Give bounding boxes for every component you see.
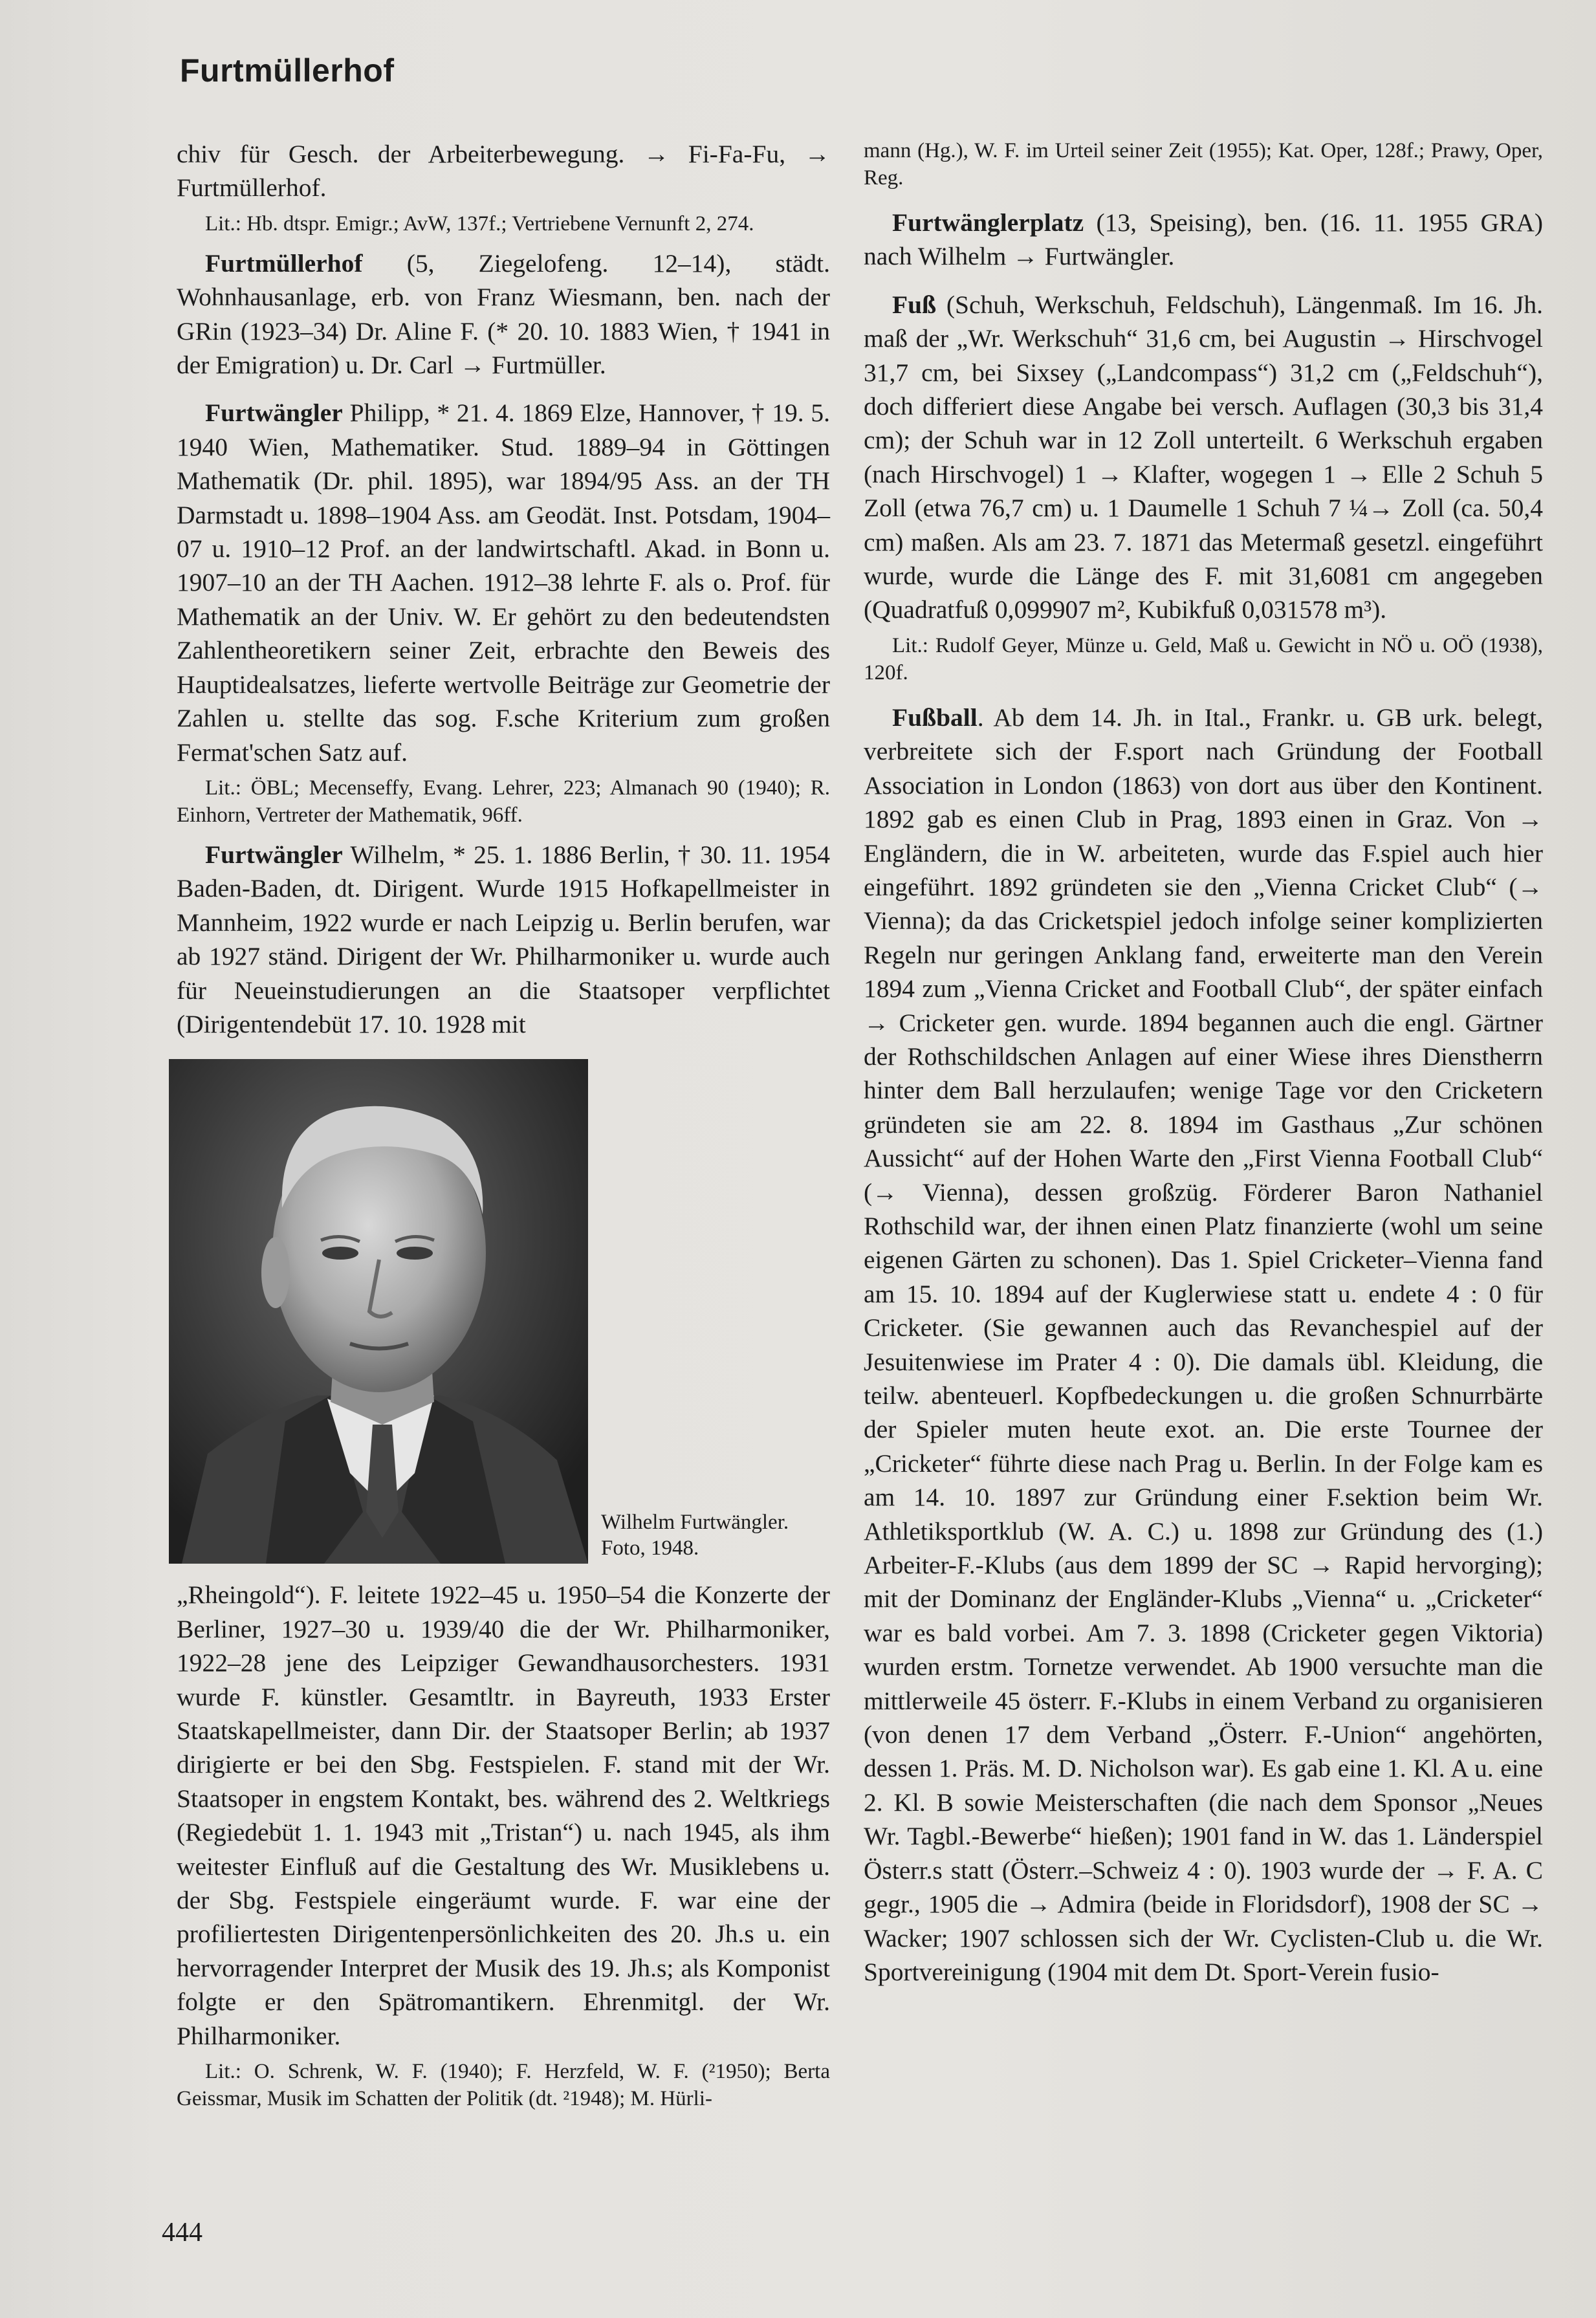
figure <box>177 1059 830 1564</box>
portrait-illustration <box>169 1059 588 1564</box>
entry-continuation: chiv für Gesch. der Arbeiterbewegung. → Fi-Fa-Fu, → Furtmüllerhof. <box>177 140 830 202</box>
entry-furtwaengler-philipp <box>177 396 830 769</box>
entry-body: (5, Ziegelofeng. 12–14), städt. Wohnhausanlage, erb. von Franz Wiesmann, ben. nach der GRin (1923–34) Dr. Aline F. (* 20. 10. 1883 Wien, † 1941 in der Emigration) u. Dr. Carl → Furtmüller. <box>177 248 830 380</box>
headword: Fuß <box>892 290 937 319</box>
entry-furtwaengler-wilhelm <box>177 838 830 1041</box>
literature-note: Lit.: Hb. dtspr. Emigr.; AvW, 137f.; Vertriebene Vernunft 2, 274. <box>205 212 754 235</box>
entry-body: . Ab dem 14. Jh. in Ital., Frankr. u. GB urk. belegt, verbreitete sich der F.sport nach Gründung der Football Association in London (1863) von dort aus über den Kontinent. 1892 gab es einen Club in Prag, 1893 einen in Graz. Von → Engländern, die in W. arbeiteten, wurde das F.spiel auch hier eingeführt. 1892 gründeten sie den „Vienna Cricket Club“ (→ Vienna); da das Cricketspiel jedoch infolge seiner komplizierten Regeln nur geringen Anklang fand, erweiterte man den Verein 1894 zum „Vienna Cricket and Football Club“, der später einfach → Cricketer gen. wurde. 1894 begannen auch die engl. Gärtner der Rothschildschen Anlagen auf einer Wiese ihres Dienstherrn hinter dem Ball herzulaufen; wenige Tage vor den Cricketern gründeten sie am 22. 8. 1894 im Gasthaus „Zur schönen Aussicht“ auf der Hohen Warte den „First Vienna Football Club“ (→ Vienna), dessen großzüg. Förderer Baron Nathaniel Rothschild war, der ihnen einen Platz finanzierte (wohl um seine eigenen Gärten zu schonen). Das 1. Spiel Cricketer–Vienna fand am 15. 10. 1894 auf der Kuglerwiese statt u. endete 4 : 0 für Cricketer. (Sie gewannen auch das Revanchespiel auf der Jesuitenwiese im Prater 4 : 0). Die damals übl. Kleidung, die teilw. abenteuerl. Kopfbedeckungen u. die großen Schnurrbärte der Spieler muten heute exot. an. Die erste Tournee der „Cricketer“ führte diese nach Prag u. Berlin. In der Folge kam es am 14. 10. 1897 zur Gründung einer F.sektion beim Wr. Athletiksportklub (W. A. C.) u. 1898 zur Gründung des (1.) Arbeiter-F.-Klubs (aus dem 1899 der SC → Rapid hervorging); mit der Dominanz der Engländer-Klubs „Vienna“ u. „Cricketer“ war es bald vorbei. Am 7. 3. 1898 (Cricketer gegen Viktoria) wurden erstm. Tornetze verwendet. Ab 1900 versuchte man die mittlerweile 45 österr. F.-Klubs in einem Verband zu organisieren (von denen 17 dem Verband „Österr. F.-Union“ angehörten, dessen 1. Präs. M. D. Nicholson war). Es gab eine 1. Kl. A u. eine 2. Kl. B sowie Meisterschaften (die nach dem Sponsor „Neues Wr. Tagbl.-Bewerbe“ hießen); 1901 fand in W. das 1. Länderspiel Österr.s statt (Österr.–Schweiz 4 : 0). 1903 wurde der → F. A. C gegr., 1905 die → Admira (beide in Floridsdorf), 1908 der SC → Wacker; 1907 schlossen sich der Wr. Cyclisten-Club u. die Wr. Sportvereinigung (1904 mit dem Dt. Sport-Verein fusio- <box>864 703 1543 1986</box>
entry-continuation: „Rheingold“). F. leitete 1922–45 u. 1950–54 die Konzerte der Berliner, 1927–30 u. 1939/40 die der Wr. Philharmoniker, 1922–28 jene des Leipziger Gewandhausorchesters. 1931 wurde F. künstler. Gesamtltr. in Bayreuth, 1933 Erster Staatskapellmeister, dann Dir. der Staatsoper Berlin; ab 1937 dirigierte er bei den Sbg. Festspielen. F. stand mit der Wr. Staatsoper in engstem Kontakt, bes. während des 2. Weltkriegs (Regiedebüt 1. 1. 1943 mit „Tristan“) u. nach 1945, als ihm weitester Einfluß auf die Gestaltung des Wr. Musiklebens u. der Sbg. Festspiele eingeräumt wurde. F. war eine der profiliertesten Dirigentenpersönlichkeiten des 20. Jh.s u. ein hervorragender Interpret der Musik des 19. Jh.s; als Komponist folgte er den Spätromantikern. Ehrenmitgl. der Wr. Philharmoniker. <box>177 1580 830 2050</box>
entry-body: Philipp, * 21. 4. 1869 Elze, Hannover, † 19. 5. 1940 Wien, Mathematiker. Stud. 1889–94 in Göttingen Mathematik (Dr. phil. 1895), war 1894/95 Ass. an der TH Darmstadt u. 1898–1904 Ass. am Geodät. Inst. Potsdam, 1904–07 u. 1910–12 Prof. an der landwirtschaftl. Akad. in Bonn u. 1907–10 an der TH Aachen. 1912–38 lehrte F. als o. Prof. für Mathematik an der Univ. W. Er gehört zu den bedeutendsten Zahlentheoretikern seiner Zeit, erbrachte den Beweis des Hauptidealsatzes, lieferte wertvolle Beiträge zur Geometrie der Zahlen u. stellte das sog. F.sche Kriterium zum großen Fermat'schen Satz auf. <box>177 399 830 767</box>
literature-note: Lit.: ÖBL; Mecenseffy, Evang. Lehrer, 223; Almanach 90 (1940); R. Einhorn, Vertreter der Mathematik, 96ff. <box>177 776 830 827</box>
portrait-photo <box>169 1059 588 1564</box>
right-column <box>864 137 1543 1989</box>
entry-furtwaenglerplatz <box>864 206 1543 274</box>
headword: Furtwänglerplatz <box>892 208 1084 237</box>
photo-caption <box>601 1509 789 1561</box>
literature-note: Lit.: Rudolf Geyer, Münze u. Geld, Maß u. Gewicht in NÖ u. OÖ (1938), 120f. <box>864 633 1543 684</box>
headword: Furtmüllerhof <box>205 248 363 278</box>
literature-note: Lit.: O. Schrenk, W. F. (1940); F. Herzfeld, W. F. (²1950); Berta Geissmar, Musik im Schatten der Politik (dt. ²1948); M. Hürli- <box>177 2060 830 2111</box>
caption-line: Foto, 1948. <box>601 1536 699 1560</box>
caption-line: Wilhelm Furtwängler. <box>601 1511 789 1535</box>
page-number: 444 <box>162 2218 202 2247</box>
running-head: Furtmüllerhof <box>180 52 395 89</box>
headword: Furtwängler <box>205 399 343 428</box>
literature-continuation: mann (Hg.), W. F. im Urteil seiner Zeit (1955); Kat. Oper, 128f.; Prawy, Oper, Reg. <box>864 139 1543 190</box>
entry-body: (13, Speising), ben. (16. 11. 1955 GRA) nach Wilhelm → Furtwängler. <box>864 208 1543 271</box>
headword: Fußball <box>892 703 978 732</box>
entry-furtmuellerhof <box>177 246 830 382</box>
entry-fuss <box>864 288 1543 627</box>
left-column <box>177 137 830 2121</box>
headword: Furtwängler <box>205 840 343 869</box>
entry-body: Wilhelm, * 25. 1. 1886 Berlin, † 30. 11. 1954 Baden-Baden, dt. Dirigent. Wurde 1915 Hofkapellmeister in Mannheim, 1922 wurde er nach Leipzig u. Berlin berufen, war ab 1927 ständ. Dirigent der Wr. Philharmoniker u. wurde auch für Neueinstudierungen an die Staatsoper verpflichtet (Dirigentendebüt 17. 10. 1928 mit <box>177 840 830 1038</box>
entry-fussball <box>864 701 1543 1989</box>
entry-body: (Schuh, Werkschuh, Feldschuh), Längenmaß. Im 16. Jh. maß der „Wr. Werkschuh“ 31,6 cm, bei Augustin → Hirschvogel 31,7 cm, bei Sixsey („Landcompass“) 31,2 cm („Feldschuh“), doch differiert diese Angabe bei versch. Auflagen (30,3 bis 31,4 cm); der Schuh war in 12 Zoll unterteilt. 6 Werkschuh ergaben (nach Hirschvogel) 1 → Klafter, wogegen 1 → Elle 2 Schuh 5 Zoll (etwa 76,7 cm) u. 1 Daumelle 1 Schuh 7 ¼→ Zoll (ca. 50,4 cm) maßen. Als am 23. 7. 1871 das Metermaß gesetzl. eingeführt wurde, wurde die Länge des F. mit 31,6081 cm angegeben (Quadratfuß 0,099907 m², Kubikfuß 0,031578 m³). <box>864 290 1543 624</box>
